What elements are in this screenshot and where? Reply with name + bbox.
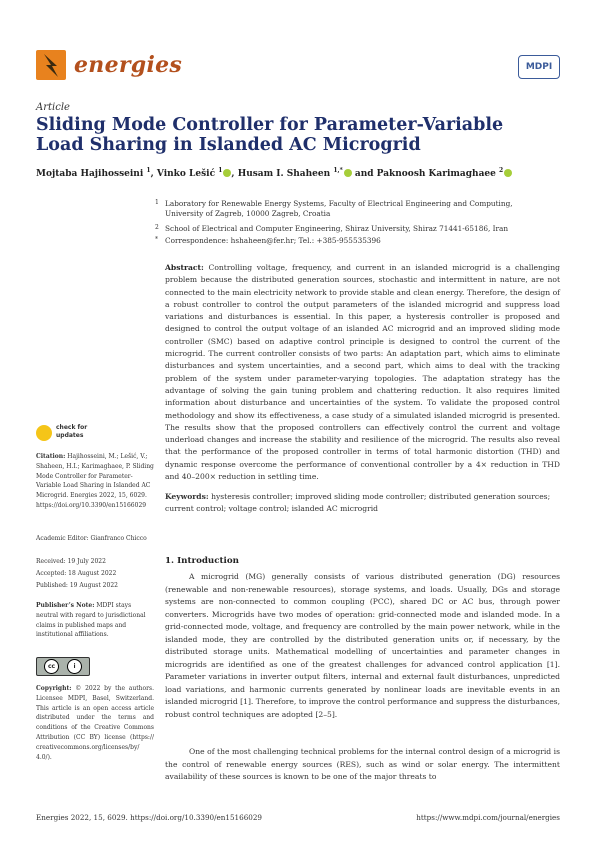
copyright-block: Copyright: © 2022 by the authors. Licensee MDPI, Basel, Switzerland. This article is an open access article distributed under the terms and conditions of the Creative Commons Attribution (CC BY) license (https:// creativecommons.org/licenses/by/ 4.0/). <box>36 685 154 761</box>
author-sup: 1 <box>146 167 151 174</box>
mdpi-logo-icon: MDPI <box>518 55 560 79</box>
footer-citation: Energies 2022, 15, 6029. https://doi.org/10.3390/en15166029 <box>36 813 262 822</box>
by-icon: i <box>67 659 82 674</box>
orcid-icon[interactable] <box>344 169 352 177</box>
accepted-date: Accepted: 18 August 2022 <box>36 570 117 577</box>
keywords-label: Keywords: <box>165 492 209 501</box>
author-name: Husam I. Shaheen <box>237 169 331 179</box>
keywords-text: hysteresis controller; improved sliding mode controller; distributed generation sources; current control; voltage control; islanded AC microgrid <box>165 492 551 514</box>
academic-editor: Academic Editor: Gianfranco Chicco <box>36 535 147 542</box>
footer-journal-link[interactable]: https://www.mdpi.com/journal/energies <box>416 813 560 822</box>
author-name: Paknoosh Karimaghaee <box>376 169 496 179</box>
author-sup: 1 <box>218 167 223 174</box>
intro-paragraph-2: One of the most challenging technical problems for the internal control design of a microgrid is the control of renewable energy sources (RES), such as wind or solar energy. The intermittent availability of these sources is known to be one of the major threats to <box>165 747 560 781</box>
journal-logo-icon <box>36 50 66 80</box>
journal-name: energies <box>74 52 183 78</box>
article-type: Article <box>36 102 70 113</box>
correspondence: * Correspondence: hshaheen@fer.hr; Tel.: +385-955535396 <box>155 236 381 245</box>
cc-icon: cc <box>44 659 59 674</box>
orcid-icon[interactable] <box>504 169 512 177</box>
cc-license-badge[interactable] <box>36 657 90 676</box>
affiliation-1: 1 Laboratory for Renewable Energy Systems, Faculty of Electrical Engineering and Computing, University of Zagreb, 10000 Zagreb, Croatia <box>155 199 513 218</box>
check-updates-label: check for updates <box>56 424 88 439</box>
received-date: Received: 19 July 2022 <box>36 558 106 565</box>
check-updates-icon <box>36 425 52 441</box>
orcid-icon[interactable] <box>223 169 231 177</box>
citation-block: Citation: Hajihosseini, M.; Lešić, V.; Shaheen, H.I.; Karimaghaee, P. Sliding Mode Controller for Parameter-Variable Load Sharing in Islanded AC Microgrid. Energies 2022, 15, 6029. https://doi.org/10.3390/en15166029 <box>36 453 154 509</box>
keywords <box>165 491 560 516</box>
section-title: 1. Introduction <box>165 556 239 566</box>
article-title: Sliding Mode Controller for Parameter-Variable Load Sharing in Islanded AC Microgrid <box>36 115 504 155</box>
author-name: Mojtaba Hajihosseini <box>36 169 144 179</box>
abstract <box>165 262 560 483</box>
author-sup: 1,* <box>333 167 343 174</box>
publisher-note: Publisher’s Note: MDPI stays neutral with regard to jurisdictional claims in published maps and institutional affiliations. <box>36 602 146 639</box>
published-date: Published: 19 August 2022 <box>36 582 118 589</box>
affiliation-2: 2 School of Electrical and Computer Engineering, Shiraz University, Shiraz 71441-65186, Iran <box>155 224 509 233</box>
author-sup: 2 <box>499 167 504 174</box>
check-updates-button[interactable] <box>36 421 154 447</box>
abstract-text: Controlling voltage, frequency, and current in an islanded microgrid is a challenging problem because the distributed generation sources, stochastic and intermittent in nature, are not connected to the main electricity network to provide stable and clean energy. Therefore, the design of a robust controller to control the output parameters of the islanded microgrid and suppress load variations and disturbances is essential. In this paper, a hysteresis controller is proposed and designed to control the output voltage of an islanded AC microgrid and an improved sliding mode controller (SMC) based on adaptive control principle is designed to control the current of the microgrid. The current controller consists of two parts: An adaptation part, which aims to eliminate disturbances and system uncertainties, and a second part, which aims to deal with the tracking problem of the system under parameter-varying topologies. The adaptation strategy has the advantage of solving the gain tuning problem and chattering reduction. It also requires limited information about disturbance and uncertainties of the system. To validate the proposed control methodology and show its effectiveness, a case study of a simulated islanded microgrid is presented. The results show that the proposed controllers can effectively control the current and voltage underload changes and increase the stability and resilience of the microgrid. The results also reveal that the performance of the proposed controller in terms of total harmonic distortion (THD) and dynamic response overcome the performance of conventional controller by a 4× reduction in THD and 40–200× reduction in settling time. <box>165 263 560 482</box>
abstract-label: Abstract: <box>165 263 204 272</box>
author-name: Vinko Lešić <box>156 169 216 179</box>
author-list: Mojtaba Hajihosseini $^1$, Vinko Lešić $^1$ , Husam I. Shaheen $^{1,*}$ and Paknoosh Karimaghaee $^2$ <box>36 167 556 179</box>
intro-paragraph-1: A microgrid (MG) generally consists of various distributed generation (DG) resources (renewable and non-renewable resources), storage systems, and loads. Usually, DGs and storage systems are non-connected to common coupling (PCC), shared DC or AC bus, through power converters. Microgrids have two modes of operation: grid-connected mode and islanded mode. In a grid-connected mode, voltage, and frequency are controlled by the main power network, while in the islanded mode, they are controlled by the distributed generation units or, if necessary, by the distributed storage units. Mathematical modelling of uncertainties and parameter changes in microgrids are identified as one of the greatest challenges for advanced control application [1]. Parameter variations in inverter output filters, internal and external fault disturbances, unpredicted load variations, and harmonic currents generated by nonlinear loads are inevitable events in an islanded microgrid [1]. Therefore, to improve the control performance and suppress the disturbances, robust control techniques are adopted [2–5]. <box>165 572 560 719</box>
